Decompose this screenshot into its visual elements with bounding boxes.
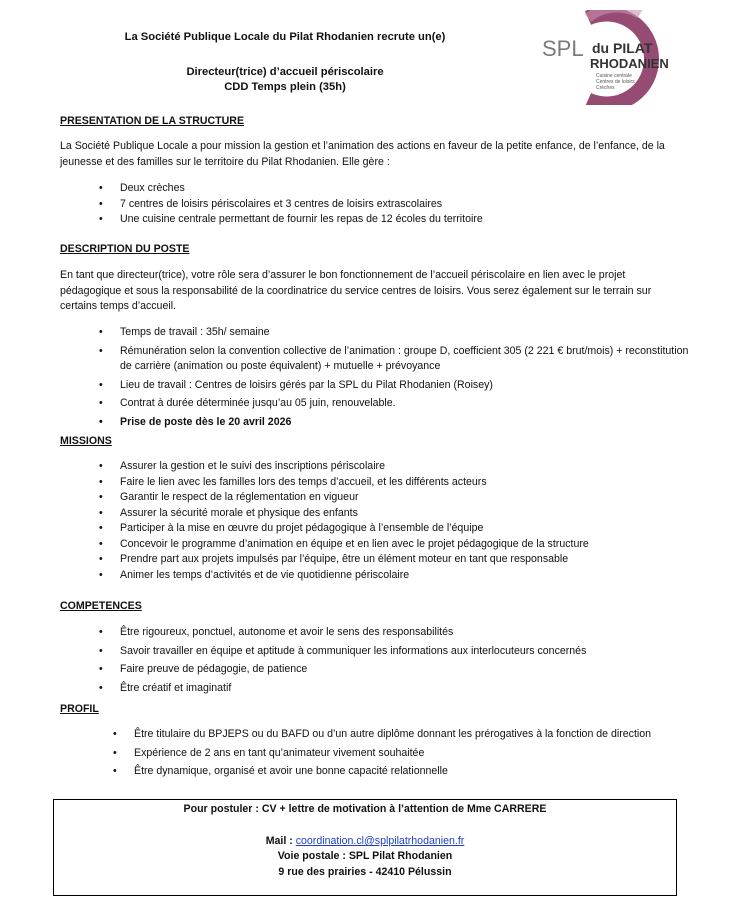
contact-box [53,799,677,896]
presentation-text: La Société Publique Locale a pour mission la gestion et l’animation des actions en faveur de la petite enfance, de l’enfance, de la jeunesse et des familles sur le territoire du Pilat Rhodanien. Elle gère : [60,140,665,168]
competences-list [99,625,689,699]
postal-line: Voie postale : SPL Pilat Rhodanien [277,850,453,862]
list-item: • Faire le lien avec les familles lors des temps d’accueil, et les différents acteurs [99,475,689,491]
logo-rhodanien: RHODANIEN [590,56,669,71]
list-item: • Lieu de travail : Centres de loisirs gérés par la SPL du Pilat Rhodanien (Roisey) [99,378,689,394]
list-item: • Deux crèches [99,181,483,197]
list-item: • Garantir le respect de la réglementation en vigueur [99,490,689,506]
list-item: • Assurer la gestion et le suivi des inscriptions périscolaire [99,459,689,475]
profil-list [113,727,658,783]
list-item: • Contrat à durée déterminée jusqu’au 05 juin, renouvelable. [99,396,689,412]
description-text: En tant que directeur(trice), votre rôle sera d’assurer le bon fonctionnement de l’accueil périscolaire en lien avec le projet pédagogique et sous la responsabilité de la coordinatrice du service centres de loisirs. Vous serez également sur le terrain sur certains temps d’accueil. [60,269,652,312]
list-item: • Être titulaire du BPJEPS ou du BAFD ou d’un autre diplôme donnant les prérogatives à la fonction de direction [113,727,658,743]
list-item: • Expérience de 2 ans en tant qu’animateur vivement souhaitée [113,746,658,762]
header-line-recruit: La Société Publique Locale du Pilat Rhodanien recrute un(e) [124,31,446,43]
presentation-list [99,181,483,228]
list-item: • Assurer la sécurité morale et physique des enfants [99,506,689,522]
list-item: • Une cuisine centrale permettant de fournir les repas de 12 écoles du territoire [99,212,483,228]
logo-sub-creches: Crèches [596,85,615,91]
list-item: • Faire preuve de pédagogie, de patience [99,662,689,678]
section-title-profil: PROFIL [60,703,99,715]
logo-du-pilat: du PILAT [592,40,653,56]
apply-instructions: Pour postuler : CV + lettre de motivation à l’attention de Mme CARRERE [183,803,547,815]
section-title-competences: COMPETENCES [60,600,142,612]
logo-sub-loisirs: Centres de loisirs [596,79,635,85]
list-item: • Prise de poste dès le 20 avril 2026 [99,415,689,431]
list-item: • Prendre part aux projets impulsés par l’équipe, être un élément moteur en tant que responsable [99,552,689,568]
mail-label: Mail : [265,835,296,847]
section-title-description: DESCRIPTION DU POSTE [60,243,190,255]
contract-type: CDD Temps plein (35h) [224,81,346,93]
list-item: • Animer les temps d’activités et de vie quotidienne périscolaire [99,568,689,584]
list-item: • Être rigoureux, ponctuel, autonome et avoir le sens des responsabilités [99,625,689,641]
job-title: Directeur(trice) d’accueil périscolaire [186,66,384,78]
list-item: • Être créatif et imaginatif [99,681,689,697]
missions-list [99,459,689,583]
logo-spl: SPL [542,36,584,61]
mail-line [54,835,676,847]
list-item: • Savoir travailler en équipe et aptitude à communiquer les informations aux interlocuteurs concernés [99,644,689,660]
list-item: • Temps de travail : 35h/ semaine [99,325,689,341]
section-title-missions: MISSIONS [60,435,112,447]
list-item: • Participer à la mise en œuvre du projet pédagogique à l’ensemble de l’équipe [99,521,689,537]
description-list [99,325,689,433]
spl-pilat-rhodanien-logo [530,10,680,105]
address-line: 9 rue des prairies - 42410 Pélussin [278,866,452,878]
list-item: • Être dynamique, organisé et avoir une bonne capacité relationnelle [113,764,658,780]
section-title-presentation: PRESENTATION DE LA STRUCTURE [60,115,245,127]
list-item: • Rémunération selon la convention collective de l’animation : groupe D, coefficient 305 (2 221 € brut/mois) + reconstitution de carrière (animation ou poste équivalent) + mutuelle + prévoyance [99,344,689,375]
list-item: • 7 centres de loisirs périscolaires et 3 centres de loisirs extrascolaires [99,197,483,213]
list-item: • Concevoir le programme d’animation en équipe et en lien avec le projet pédagogique de la structure [99,537,689,553]
mail-link[interactable]: coordination.cl@splpilatrhodanien.fr [295,835,465,847]
logo-sub-cuisine: Cuisine centrale [596,73,632,79]
